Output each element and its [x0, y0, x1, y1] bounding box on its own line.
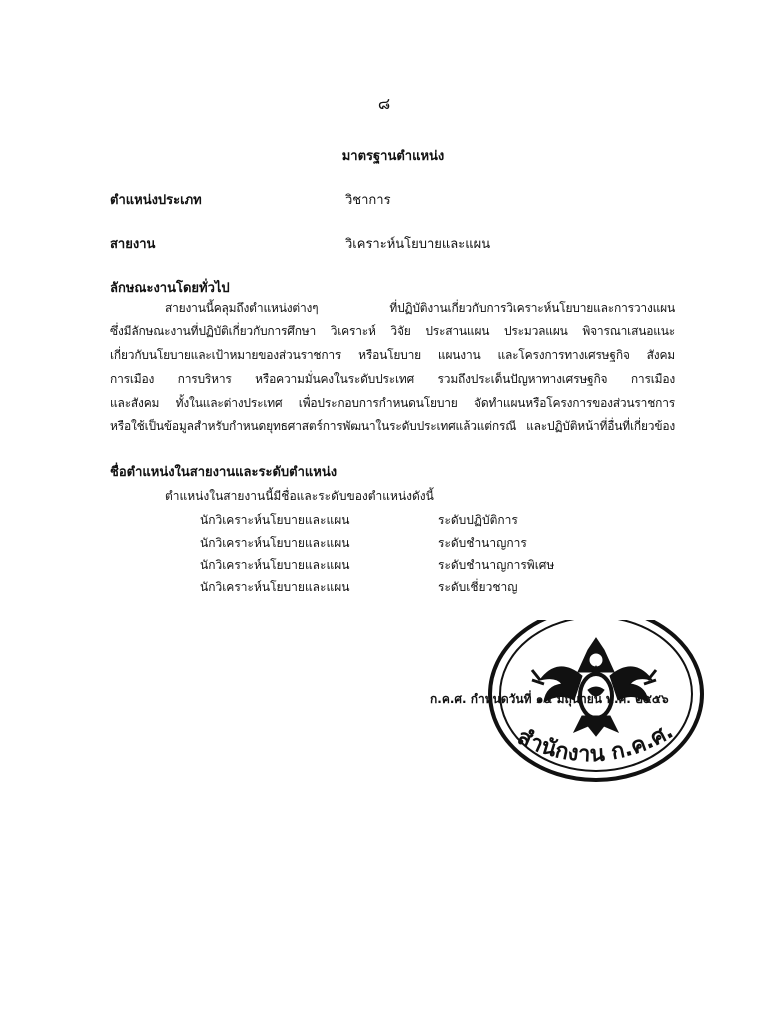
job-line-label: สายงาน [110, 237, 156, 252]
position-level: ระดับเชี่ยวชาญ [438, 580, 518, 594]
description-line: และสังคม ทั้งในและต่างประเทศ เพื่อประกอบการกำหนดนโยบาย จัดทำแผนหรือโครงการของส่วนราชการ [110, 396, 675, 410]
positions-intro: ตำแหน่งในสายงานนี้มีชื่อและระดับของตำแหน่งดังนี้ [165, 489, 434, 503]
job-line-value: วิเคราะห์นโยบายและแผน [345, 237, 491, 252]
position-name: นักวิเคราะห์นโยบายและแผน [200, 513, 350, 527]
position-type-value: วิชาการ [345, 193, 391, 208]
position-level: ระดับปฏิบัติการ [438, 513, 518, 527]
position-name: นักวิเคราะห์นโยบายและแผน [200, 558, 350, 572]
position-name: นักวิเคราะห์นโยบายและแผน [200, 580, 350, 594]
signoff-line: ก.ค.ศ. กำหนดวันที่ ๑๔ มิถุนายน พ.ศ. ๒๕๕๖ [430, 692, 669, 706]
position-name: นักวิเคราะห์นโยบายและแผน [200, 536, 350, 550]
description-line: เกี่ยวกับนโยบายและเป้าหมายของส่วนราชการ หรือนโยบาย แผนงาน และโครงการทางเศรษฐกิจ สังคม [110, 348, 675, 362]
position-level: ระดับชำนาญการ [438, 536, 527, 550]
garuda-emblem [532, 638, 656, 736]
description-line: ซึ่งมีลักษณะงานที่ปฏิบัติเกี่ยวกับการศึกษา วิเคราะห์ วิจัย ประสานแผน ประมวลแผน พิจารณาเสนอแนะ [110, 324, 675, 338]
position-level: ระดับชำนาญการพิเศษ [438, 558, 555, 572]
description-line: สายงานนี้คลุมถึงตำแหน่งต่างๆ ที่ปฏิบัติงานเกี่ยวกับการวิเคราะห์นโยบายและการวางแผน [165, 301, 675, 315]
official-seal [478, 620, 710, 798]
positions-heading: ชื่อตำแหน่งในสายงานและระดับตำแหน่ง [110, 465, 338, 480]
page-number: ๘ [377, 94, 391, 113]
description-line: หรือใช้เป็นข้อมูลสำหรับกำหนดยุทธศาสตร์การพัฒนาในระดับประเทศแล้วแต่กรณี และปฏิบัติหน้าที่อื่นที่เกี่ยวข้อง [110, 419, 675, 433]
seal-text: สำนักงาน ก.ค.ศ. [513, 718, 678, 768]
general-characteristics-heading: ลักษณะงานโดยทั่วไป [110, 281, 230, 296]
position-type-label: ตำแหน่งประเภท [110, 193, 202, 208]
description-line: การเมือง การบริหาร หรือความมั่นคงในระดับประเทศ รวมถึงประเด็นปัญหาทางเศรษฐกิจ การเมือง [110, 372, 675, 386]
document-title: มาตรฐานตำแหน่ง [341, 149, 445, 164]
